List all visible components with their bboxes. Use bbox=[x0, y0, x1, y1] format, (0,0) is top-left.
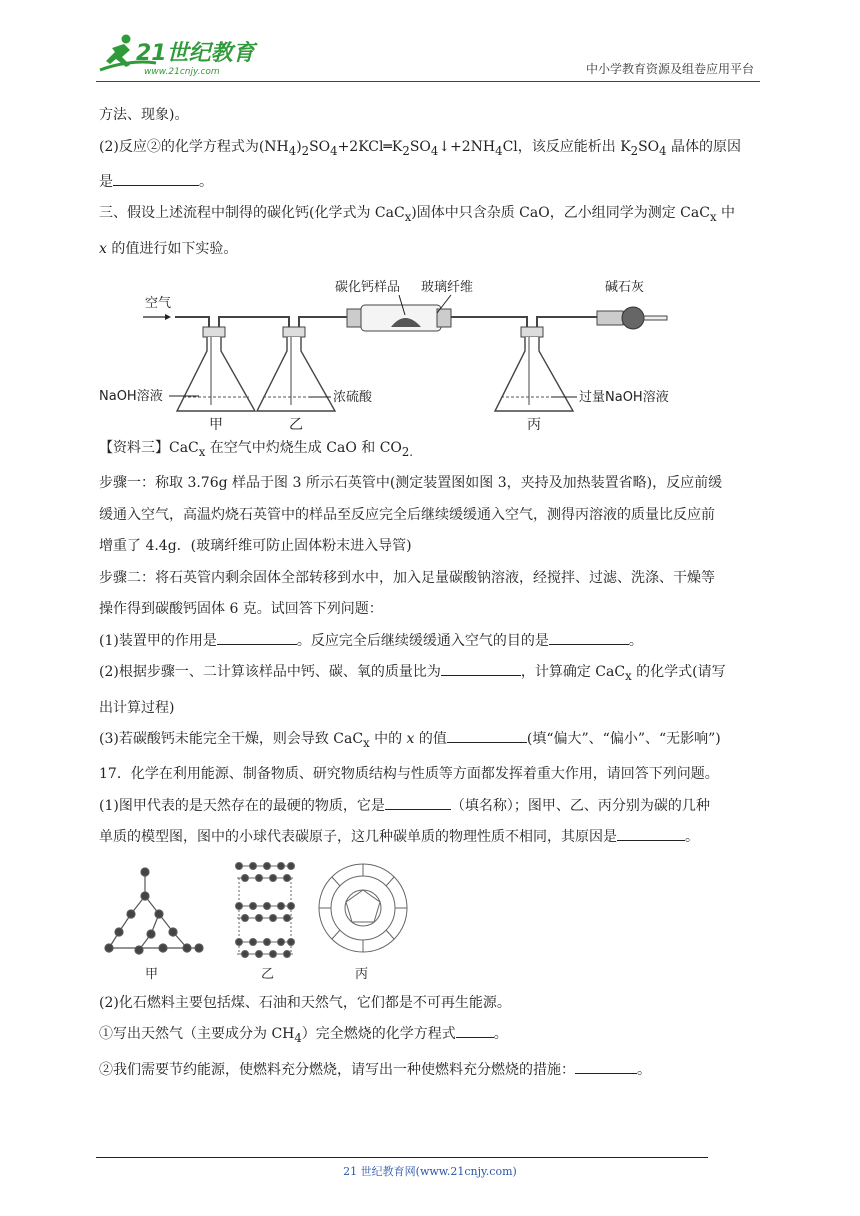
platform-name: 中小学教育资源及组卷应用平台 bbox=[585, 62, 754, 76]
answer-blank[interactable] bbox=[217, 628, 297, 645]
q17-part1: (1)图甲代表的是天然存在的最硬的物质，它是 （填名称）；图甲、乙、丙分别为碳的几种 bbox=[99, 791, 763, 823]
quartz-tube bbox=[347, 305, 451, 331]
step1-line1: 步骤一：称取 3.76g 样品于图 3 所示石英管中(测定装置图如图 3，夹持及加热装置省略)，反应前缓 bbox=[99, 475, 723, 492]
page-content bbox=[99, 100, 763, 1086]
excess-naoh-label: 过量NaOH溶液 bbox=[579, 390, 669, 406]
flask-bing bbox=[495, 327, 573, 411]
c60-model bbox=[319, 864, 407, 952]
apparatus-figure bbox=[99, 269, 763, 431]
flask-yi bbox=[257, 327, 335, 411]
bing-label: 丙 bbox=[527, 417, 541, 432]
q17-stem: 17．化学在利用能源、制备物质、研究物质结构与性质等方面都发挥着重大作用，请回答下列问题。 bbox=[99, 766, 719, 783]
jia-label: 甲 bbox=[209, 417, 223, 432]
footer-text[interactable]: 21 世纪教育网(www.21cnjy.com) bbox=[343, 1165, 517, 1178]
q17-part2-1: ①写出天然气（主要成分为 $CH_4$）完全燃烧的化学方程式 。 bbox=[99, 1019, 763, 1054]
glass-fiber-label: 玻璃纤维 bbox=[421, 280, 474, 296]
answer-blank[interactable] bbox=[456, 1021, 494, 1038]
air-label: 空气 bbox=[145, 296, 172, 312]
step2-line1: 步骤二：将石英管内剩余固体全部转移到水中，加入足量碳酸钠溶液，经搅拌、过滤、洗涤、干燥等 bbox=[99, 569, 715, 586]
answer-blank[interactable] bbox=[575, 1057, 637, 1074]
subquestion-3: (3)若碳酸钙未能完全干燥，则会导致 CaC$_x$ 中的 x 的值 (填“偏大”、“偏小”、“无影响”) bbox=[99, 724, 763, 759]
step1-line2: 缓通入空气，高温灼烧石英管中的样品至反应完全后继续缓缓通入空气，测得丙溶液的质量比反应前 bbox=[99, 506, 715, 523]
subquestion-2: (2)根据步骤一、二计算该样品中钙、碳、氧的质量比为 ，计算确定 CaC$_x$ 的化学式(请写 bbox=[99, 657, 763, 692]
q17-part2-2: ②我们需要节约能源，使燃料充分燃烧，请写出一种使燃料充分燃烧的措施： 。 bbox=[99, 1055, 763, 1087]
q17-part2: (2)化石燃料主要包括煤、石油和天然气，它们都是不可再生能源。 bbox=[99, 994, 511, 1011]
yi-label: 乙 bbox=[289, 417, 303, 432]
answer-blank[interactable] bbox=[441, 659, 521, 676]
answer-blank[interactable] bbox=[113, 169, 199, 186]
section-three-intro: 三、假设上述流程中制得的碳化钙(化学式为 CaC$_x$)固体中只含杂质 CaO，乙小组同学为测定 CaC$_x$ 中 bbox=[99, 205, 735, 225]
answer-blank[interactable] bbox=[617, 824, 685, 841]
site-logo bbox=[96, 30, 266, 78]
naoh-label: NaOH溶液 bbox=[99, 389, 163, 405]
sample-label: 碳化钙样品 bbox=[335, 280, 401, 296]
allotrope-jia-label: 甲 bbox=[145, 966, 159, 982]
allotrope-yi-label: 乙 bbox=[261, 966, 275, 982]
diamond-model bbox=[105, 868, 203, 954]
section-three-intro-line2: x 的值进行如下实验。 bbox=[99, 240, 238, 257]
answer-blank[interactable] bbox=[385, 793, 451, 810]
soda-lime-label: 碱石灰 bbox=[605, 280, 645, 296]
step2-line2: 操作得到碳酸钙固体 6 克。试回答下列问题： bbox=[99, 601, 383, 618]
q16-continuation: 方法、现象)。 bbox=[99, 107, 189, 123]
h2so4-label: 浓硫酸 bbox=[333, 390, 373, 406]
carbon-allotropes-figure bbox=[99, 856, 763, 984]
q16-part2: (2)反应②的化学方程式为$(NH_4)_2SO_4+2KCl═K_2SO_4↓+2NH_4Cl$，该反应能析出 $K_2SO_4$ 晶体的原因 bbox=[99, 138, 742, 158]
step1-line3: 增重了 4.4g．(玻璃纤维可防止固体粉末进入导管) bbox=[99, 538, 412, 555]
answer-blank[interactable] bbox=[447, 726, 527, 743]
logo-url: www.21cnjy.com bbox=[144, 67, 220, 77]
soda-lime-tube bbox=[597, 307, 667, 329]
answer-blank[interactable] bbox=[549, 628, 629, 645]
graphite-model bbox=[236, 862, 295, 957]
info-three: 【资料三】CaC$_x$ 在空气中灼烧生成 CaO 和 $CO_{2.}$ bbox=[99, 440, 414, 459]
subquestion-2-line2: 出计算过程) bbox=[99, 699, 175, 716]
q16-part2-answer-line: 是 。 bbox=[99, 167, 763, 199]
allotrope-bing-label: 丙 bbox=[355, 966, 369, 982]
header-divider bbox=[96, 81, 760, 82]
flask-jia bbox=[177, 327, 255, 411]
page-header bbox=[96, 30, 760, 82]
footer-divider bbox=[96, 1157, 708, 1158]
subquestion-1: (1)装置甲的作用是 。反应完全后继续缓缓通入空气的目的是 。 bbox=[99, 626, 763, 658]
q17-part1-line2: 单质的模型图，图中的小球代表碳原子，这几种碳单质的物理性质不相同，其原因是 。 bbox=[99, 822, 763, 854]
logo-text: 21世纪教育 bbox=[136, 41, 255, 66]
